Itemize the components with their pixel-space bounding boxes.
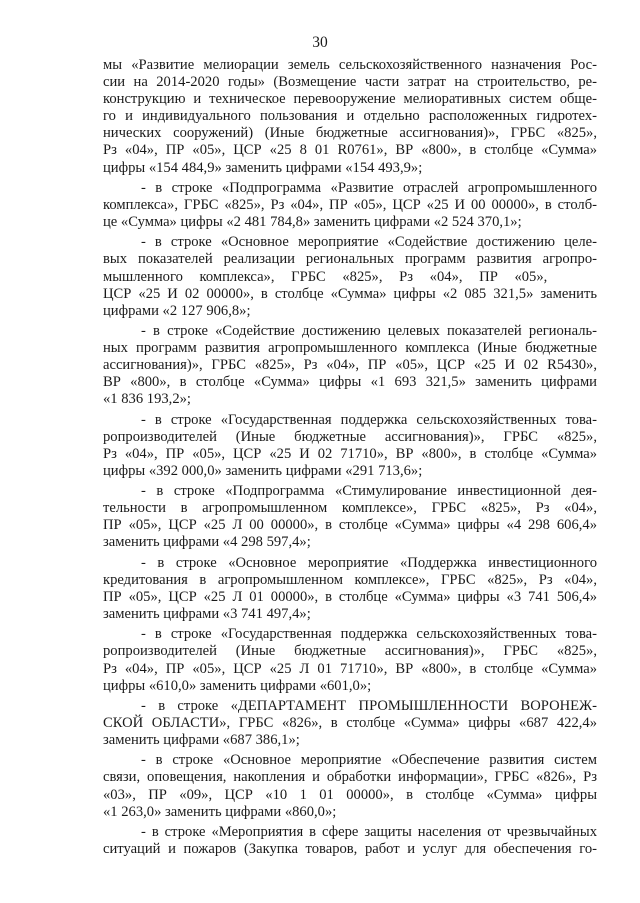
text-line: ВР «800», в столбце «Сумма» цифры «1 693 321,5» заменить цифрами	[103, 374, 597, 391]
text-line: го и индивидуального пользования и отдельно расположенных гидротех-	[103, 108, 597, 125]
text-line: - в строке «Основное мероприятие «Обеспечение развития систем	[141, 752, 597, 769]
text-line: ропроизводителей (Иные бюджетные ассигнования)», ГРБС «825»,	[103, 643, 597, 660]
document-body	[103, 57, 597, 858]
text-line: ных программ развития агропромышленного комплекса (Иные бюджетные	[103, 340, 597, 357]
text-line: цифрами «2 127 906,8»;	[103, 302, 251, 319]
text-line: сии на 2014-2020 годы» (Возмещение части затрат на строительство, ре-	[103, 74, 597, 91]
text-line: ассигнования)», ГРБС «825», Рз «04», ПР «05», ЦСР «25 И 02 R5430»,	[103, 357, 597, 374]
text-line: - в строке «Основное мероприятие «Поддержка инвестиционного	[141, 554, 597, 571]
text-line: ситуаций и пожаров (Закупка товаров, работ и услуг для обеспечения го-	[103, 841, 597, 857]
text-line: конструкцию и техническое перевооружение мелиоративных систем обще-	[103, 91, 597, 108]
text-line: - в строке «Содействие достижению целевых показателей региональ-	[141, 322, 597, 339]
text-line: це «Сумма» цифры «2 481 784,8» заменить цифрами «2 524 370,1»;	[103, 214, 522, 231]
text-line: Рз «04», ПР «05», ЦСР «25 И 02 71710», ВР «800», в столбце «Сумма»	[103, 445, 597, 462]
text-line: СКОЙ ОБЛАСТИ», ГРБС «826», в столбце «Сумма» цифры «687 422,4»	[103, 714, 597, 731]
text-line: кредитования в агропромышленном комплексе», ГРБС «825», Рз «04»,	[103, 571, 597, 588]
text-line: ПР «05», ЦСР «25 Л 01 00000», в столбце «Сумма» цифры «3 741 506,4»	[103, 588, 597, 605]
text-line: мышленного комплекса», ГРБС «825», Рз «04», ПР «05»,	[103, 268, 548, 285]
page-number: 30	[312, 34, 328, 51]
text-line: - в строке «ДЕПАРТАМЕНТ ПРОМЫШЛЕННОСТИ ВОРОНЕЖ-	[141, 697, 597, 714]
text-line: Рз «04», ПР «05», ЦСР «25 8 01 R0761», ВР «800», в столбце «Сумма»	[103, 142, 597, 159]
text-line: нических сооружений) (Иные бюджетные ассигнования)», ГРБС «825»,	[103, 125, 597, 142]
text-line: вых показателей реализации региональных программ развития агропро-	[103, 251, 597, 268]
text-line: «1 836 193,2»;	[103, 391, 191, 408]
text-line: заменить цифрами «3 741 497,4»;	[103, 606, 311, 623]
text-line: ропроизводителей (Иные бюджетные ассигнования)», ГРБС «825»,	[103, 428, 597, 445]
text-line: - в строке «Государственная поддержка сельскохозяйственных това-	[141, 411, 597, 428]
text-line: заменить цифрами «4 298 597,4»;	[103, 534, 311, 551]
text-line: комплекса», ГРБС «825», Рз «04», ПР «05», ЦСР «25 И 00 00000», в столб-	[103, 196, 597, 213]
text-line: - в строке «Мероприятия в сфере защиты населения от чрезвычайных	[141, 823, 597, 840]
text-line: ПР «05», ЦСР «25 Л 00 00000», в столбце «Сумма» цифры «4 298 606,4»	[103, 517, 597, 534]
text-line: мы «Развитие мелиорации земель сельскохозяйственного назначения Рос-	[103, 57, 597, 73]
text-line: цифры «392 000,0» заменить цифрами «291 713,6»;	[103, 462, 423, 479]
text-line: связи, оповещения, накопления и обработки информации», ГРБС «826», Рз	[103, 769, 597, 786]
text-line: «1 263,0» заменить цифрами «860,0»;	[103, 803, 337, 820]
text-line: - в строке «Подпрограмма «Развитие отраслей агропромышленного	[141, 179, 597, 196]
text-line: Рз «04», ПР «05», ЦСР «25 Л 01 71710», ВР «800», в столбце «Сумма»	[103, 660, 597, 677]
text-line: - в строке «Государственная поддержка сельскохозяйственных това-	[141, 626, 597, 643]
text-line: - в строке «Основное мероприятие «Содействие достижению целе-	[141, 234, 597, 251]
text-line: ЦСР «25 И 02 00000», в столбце «Сумма» цифры «2 085 321,5» заменить	[103, 285, 597, 302]
text-line: цифры «610,0» заменить цифрами «601,0»;	[103, 677, 372, 694]
text-line: «03», ПР «09», ЦСР «10 1 01 00000», в столбце «Сумма» цифры	[103, 786, 597, 803]
text-line: цифры «154 484,9» заменить цифрами «154 493,9»;	[103, 159, 423, 176]
text-line: заменить цифрами «687 386,1»;	[103, 732, 300, 749]
text-line: тельности в агропромышленном комплексе», ГРБС «825», Рз «04»,	[103, 500, 597, 517]
text-line: - в строке «Подпрограмма «Стимулирование инвестиционной дея-	[141, 483, 597, 500]
